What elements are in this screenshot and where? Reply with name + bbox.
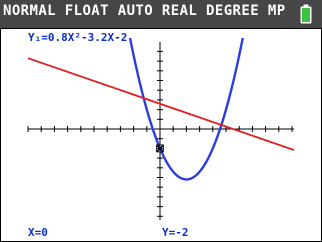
mode-status-text: NORMAL FLOAT AUTO REAL DEGREE MP — [3, 3, 286, 19]
battery-full-icon — [300, 4, 312, 24]
graph-plot — [0, 28, 322, 242]
trace-y-readout: Y=-2 — [162, 226, 189, 239]
equation-label: Y₁=0.8X²-3.2X-2 — [28, 31, 128, 44]
graph-screen[interactable] — [0, 28, 322, 242]
trace-x-readout: X=0 — [28, 226, 48, 239]
status-bar — [0, 0, 322, 28]
line-series — [28, 58, 294, 150]
